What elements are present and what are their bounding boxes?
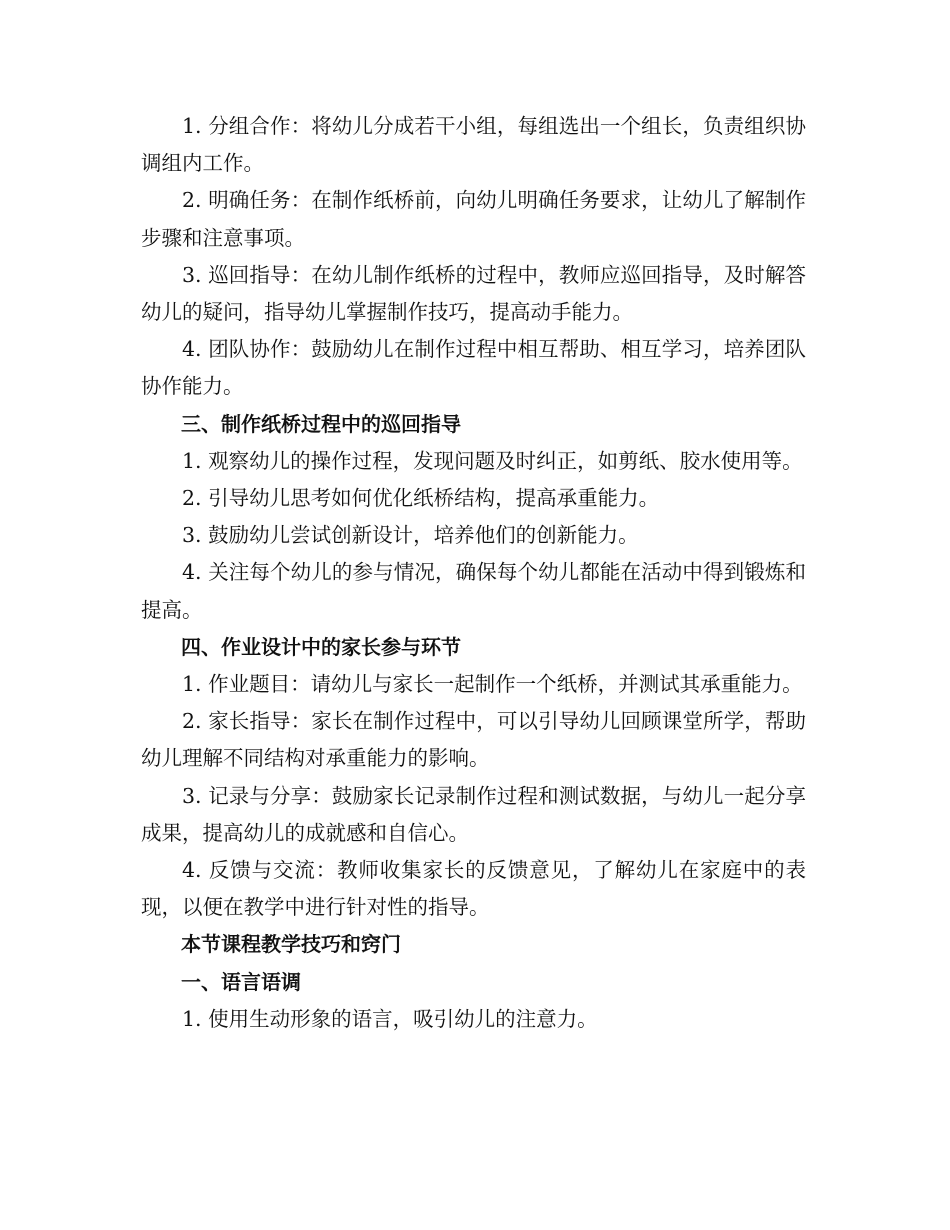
section-heading-language-tone: 一、语言语调 <box>181 969 301 994</box>
paragraph-record-share: 3. 记录与分享：鼓励家长记录制作过程和测试数据，与幼儿一起分享成果，提高幼儿的成就感和自信心。 <box>141 783 806 845</box>
paragraph-innovate: 3. 鼓励幼儿尝试创新设计，培养他们的创新能力。 <box>182 523 639 548</box>
paragraph-homework-topic: 1. 作业题目：请幼儿与家长一起制作一个纸桥，并测试其承重能力。 <box>182 672 803 697</box>
paragraph-task: 2. 明确任务：在制作纸桥前，向幼儿明确任务要求，让幼儿了解制作步骤和注意事项。 <box>141 188 806 250</box>
paragraph-parent-guidance: 2. 家长指导：家长在制作过程中，可以引导幼儿回顾课堂所学，帮助幼儿理解不同结构对承重能力的影响。 <box>141 709 806 771</box>
paragraph-grouping: 1. 分组合作：将幼儿分成若干小组，每组选出一个组长，负责组织协调组内工作。 <box>141 114 806 176</box>
paragraph-observe: 1. 观察幼儿的操作过程，发现问题及时纠正，如剪纸、胶水使用等。 <box>182 448 803 473</box>
paragraph-teamwork: 4. 团队协作：鼓励幼儿在制作过程中相互帮助、相互学习，培养团队协作能力。 <box>141 337 806 399</box>
paragraph-feedback: 4. 反馈与交流：教师收集家长的反馈意见，了解幼儿在家庭中的表现，以便在教学中进行针对性的指导。 <box>141 858 806 920</box>
paragraph-vivid-language: 1. 使用生动形象的语言，吸引幼儿的注意力。 <box>182 1006 598 1031</box>
paragraph-participation: 4. 关注每个幼儿的参与情况，确保每个幼儿都能在活动中得到锻炼和提高。 <box>141 560 806 622</box>
paragraph-patrol: 3. 巡回指导：在幼儿制作纸桥的过程中，教师应巡回指导，及时解答幼儿的疑问，指导幼儿掌握制作技巧，提高动手能力。 <box>141 262 806 325</box>
paragraph-optimize: 2. 引导幼儿思考如何优化纸桥结构，提高承重能力。 <box>182 486 660 511</box>
document-body <box>141 108 806 1038</box>
section-heading-parent-involvement: 四、作业设计中的家长参与环节 <box>181 634 461 659</box>
section-heading-teaching-tips: 本节课程教学技巧和窍门 <box>181 932 401 957</box>
section-heading-patrol-guidance: 三、制作纸桥过程中的巡回指导 <box>181 411 461 436</box>
